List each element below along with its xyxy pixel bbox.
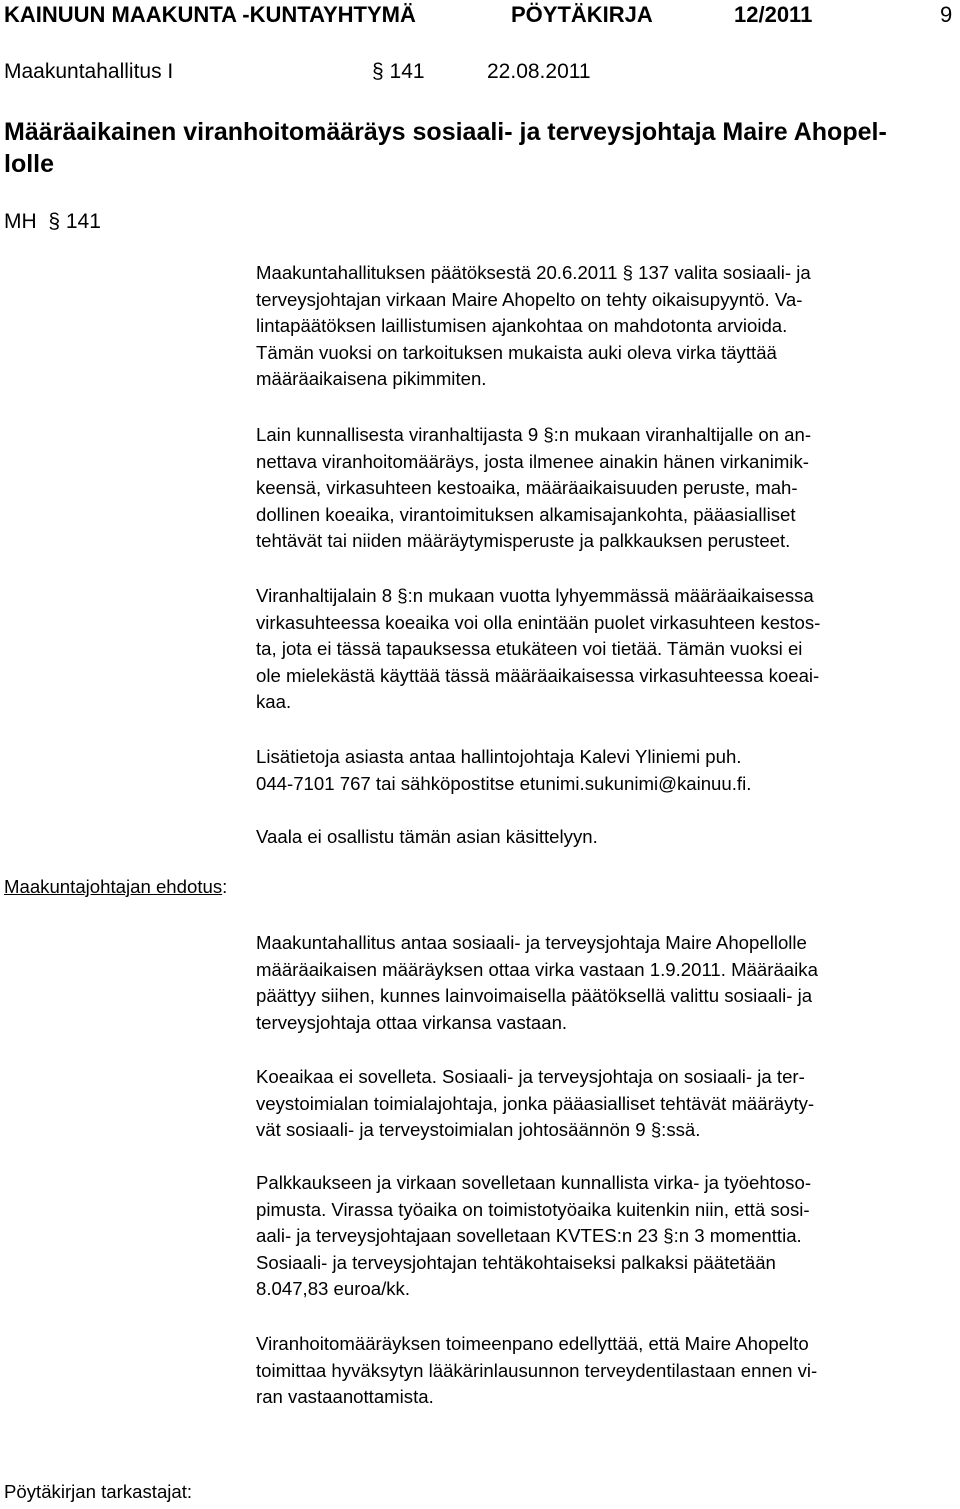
minutes-examiners-label: Pöytäkirjan tarkastajat: — [4, 1481, 193, 1502]
paragraph-law: Lain kunnallisesta viranhaltijasta 9 §:n mukaan viranhaltijalle on an- nettava viranhoitomääräys, josta ilmenee ainakin hänen virkanimik- keensä, virkasuhteen kestoaika, määräaikaisuuden peruste, mah- dollinen koeaika, virantoimituksen alkamisajankohta, pääasialliset tehtävät tai niiden määräytymisperuste ja palkkauksen perusteet. — [256, 424, 812, 552]
paragraph-background: Maakuntahallituksen päätöksestä 20.6.2011 § 137 valita sosiaali- ja terveysjohtajan virkaan Maire Ahopelto on tehty oikaisupyyntö. Va- lintapäätöksen laillistumisen ajankohtaa on mahdotonta arvioida. Tämän vuoksi on tarkoituksen mukaista auki oleva virka täyttää määräaikaisena pikimmiten. — [256, 262, 811, 390]
page-number: 9 — [940, 2, 953, 27]
document-number: 12/2011 — [734, 2, 813, 27]
meeting-date: 22.08.2011 — [487, 60, 591, 83]
page-title: Määräaikainen viranhoitomääräys sosiaali- ja terveysjohtaja Maire Ahopel- lolle — [4, 118, 887, 178]
section-reference: MH § 141 — [4, 210, 101, 233]
section-number: § 141 — [372, 60, 425, 83]
document-type: PÖYTÄKIRJA — [511, 2, 653, 27]
proposal-paragraph-probation: Koeaikaa ei sovelleta. Sosiaali- ja terveysjohtaja on sosiaali- ja ter- veystoimialan toimialajohtaja, jonka pääasialliset tehtävät määräyty- vät sosiaali- ja terveystoimialan johtosäännön 9 §:ssä. — [256, 1066, 815, 1141]
proposal-paragraph-appointment: Maakuntahallitus antaa sosiaali- ja terveysjohtaja Maire Ahopellolle määräaikaisen määräyksen ottaa virka vastaan 1.9.2011. Määräaika päättyy siihen, kunnes lainvoimaisella päätöksellä valittu sosiaali- ja terveysjohtaja ottaa virkansa vastaan. — [256, 932, 818, 1033]
proposal-paragraph-salary: Palkkaukseen ja virkaan sovelletaan kunnallista virka- ja työehtoso- pimusta. Virassa työaika on toimistotyöaika kuitenkin niin, että sosi- aali- ja terveysjohtajaan sovelletaan KVTES:n 23 §:n 3 momenttia. Sosiaali- ja terveysjohtajan tehtäkohtaiseksi palkaksi päätetään 8.047,83 euroa/kk. — [256, 1172, 812, 1300]
meeting-body: Maakuntahallitus I — [4, 60, 174, 83]
paragraph-contact: Lisätietoja asiasta antaa hallintojohtaja Kalevi Yliniemi puh. 044-7101 767 tai sähköpostitse etunimi.sukunimi@kainuu.fi. — [256, 746, 752, 794]
paragraph-recusal: Vaala ei osallistu tämän asian käsittelyyn. — [256, 826, 598, 847]
proposal-paragraph-health: Viranhoitomääräyksen toimeenpano edellyttää, että Maire Ahopelto toimittaa hyväksytyn lääkärinlausunnon terveydentilastaan ennen vi- ran vastaanottamista. — [256, 1333, 818, 1408]
organization-name: KAINUUN MAAKUNTA -KUNTAYHTYMÄ — [4, 2, 416, 27]
paragraph-probation: Viranhaltijalain 8 §:n mukaan vuotta lyhyemmässä määräaikaisessa virkasuhteessa koeaika voi olla enintään puolet virkasuhteen kestos- ta, jota ei tässä tapauksessa etukäteen voi tietää. Tämän vuoksi ei ole mielekästä käyttää tässä määräaikaisessa virkasuhteessa koeai- kaa. — [256, 585, 821, 713]
proposal-label: Maakuntajohtajan ehdotus: — [4, 876, 228, 897]
